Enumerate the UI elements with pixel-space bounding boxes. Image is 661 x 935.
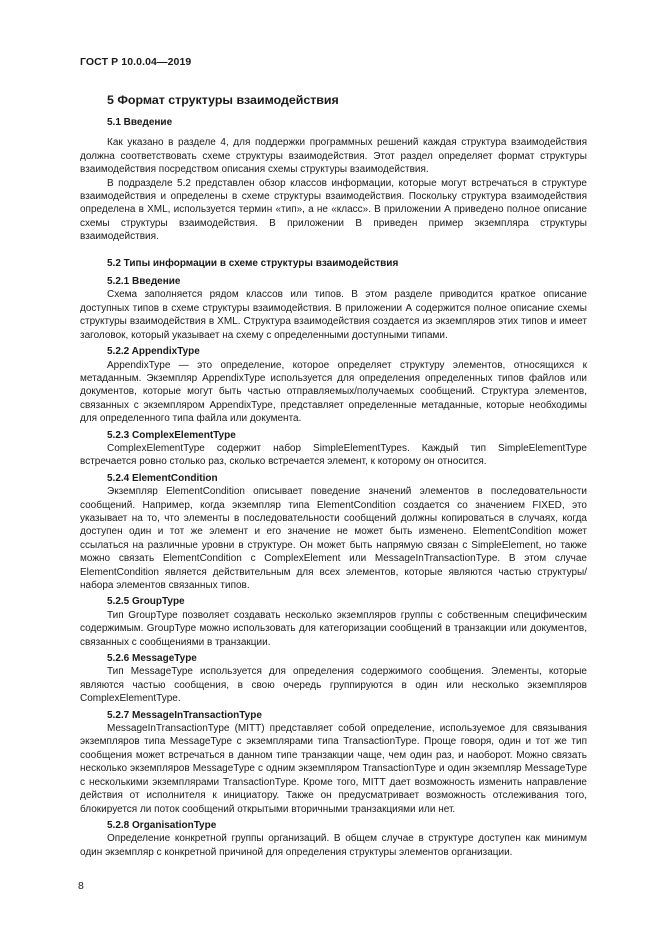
- paragraph: Схема заполняется рядом классов или типов. В этом разделе приводится краткое описание доступных типов в схеме структуры взаимодействия. В приложении А содержится полное описание схемы структуры взаимодействия в XML. Структура взаимодействия создается из экземпляров этих типов и имеет заголовок, который указывает на схему с определенными доступными типами.: [80, 289, 587, 341]
- clause-title-5-2-7: 5.2.7 MessageInTransactionType: [107, 709, 262, 721]
- paragraph: В подразделе 5.2 представлен обзор классов информации, которые могут встречаться в структуре взаимодействия и определены в схеме структуры взаимодействия. Поскольку структура взаимодействия определена в XML, используется термин «тип», а не «класс». В приложении А приведено полное описание схемы структуры взаимодействия. В приложении В приведен пример экземпляра структуры взаимодействия.: [80, 177, 587, 243]
- section-title: 5 Формат структуры взаимодействия: [107, 93, 339, 107]
- paragraph: ComplexElementType содержит набор SimpleElementTypes. Каждый тип SimpleElementType встречается ровно столько раз, сколько встречается элемент, к которому он относится.: [80, 442, 587, 468]
- paragraph: Тип GroupType позволяет создавать несколько экземпляров группы с собственным специфическим содержимым. GroupType можно использовать для категоризации сообщений в транзакции или документов, связанных с сообщениями в транзакции.: [80, 609, 587, 648]
- document-header: ГОСТ Р 10.0.04—2019: [80, 56, 192, 68]
- subsection-title-5-1: 5.1 Введение: [107, 117, 173, 128]
- page-number: 8: [78, 880, 84, 892]
- paragraph: Определение конкретной группы организаций. В общем случае в структуре доступен как минимум один экземпляр с конкретной причиной для определения структуры элементов организации.: [80, 833, 587, 858]
- clause-title-5-2-8: 5.2.8 OrganisationType: [107, 819, 217, 831]
- clause-title-5-2-3: 5.2.3 ComplexElementType: [107, 429, 236, 441]
- paragraph: MessageInTransactionType (MITT) представляет собой определение, используемое для связывания экземпляров типа MessageType с экземплярами типа TransactionType. Проще говоря, один и тот же тип сообщения может встречаться в данном типе транзакции чаще, чем один раз, и наоборот. Можно связать несколько экземпляров MessageType с одним экземпляром TransactionType и один экземпляр MessageType с несколькими экземплярами TransactionType. Кроме того, MITT дает возможность изменить направление действия от исполнителя к инициатору. Также он предусматривает возможность отслеживания того, блокируется ли поток сообщений открытыми вторичными транзакциями или нет.: [80, 723, 587, 815]
- page-content: [80, 92, 587, 859]
- paragraph: Экземпляр ElementCondition описывает поведение значений элементов в последовательности сообщений. Например, когда экземпляр типа ElementCondition создается со значением FIXED, это указывает на то, что элементы в последовательности сообщений должны копироваться в случаях, когда доступен один и тот же элемент и его значение не может быть изменено. ElementCondition может ссылаться на различные уровни в структуре. Он может быть напрямую связан с SimpleElement, но также можно связать ElementCondition с ComplexElement или MessageInTransactionType. В этом случае ElementCondition является действительным для всех элементов, которые являются частью структуры/набора элементов связанных типов.: [80, 486, 587, 591]
- clause-title-5-2-5: 5.2.5 GroupType: [107, 596, 185, 608]
- paragraph: Как указано в разделе 4, для поддержки программных решений каждая структура взаимодействия должна соответствовать схеме структуры взаимодействия. Этот раздел определяет формат структуры взаимодействия посредством описания схемы структуры взаимодействия.: [80, 137, 587, 176]
- subsection-title-5-2: 5.2 Типы информации в схеме структуры взаимодействия: [107, 257, 399, 269]
- clause-title-5-2-4: 5.2.4 ElementCondition: [107, 472, 218, 484]
- paragraph: Тип MessageType используется для определения содержимого сообщения. Элементы, которые являются частью сообщения, в свою очередь группируются в один или несколько экземпляров ComplexElementType.: [80, 666, 587, 705]
- clause-title-5-2-2: 5.2.2 AppendixType: [107, 346, 200, 358]
- paragraph: AppendixType — это определение, которое определяет структуру элементов, относящихся к метаданным. Экземпляр AppendixType используется для определения определенных типов файлов или документов, которые могут быть частью отправляемых/получаемых сообщений. Структура элементов, связанных с экземпляром AppendixType, представляет определенные метаданные, которые необходимы для определенного типа файла или документа.: [80, 359, 587, 425]
- clause-title-5-2-6: 5.2.6 MessageType: [107, 653, 197, 665]
- clause-title-5-2-1: 5.2.1 Введение: [107, 276, 181, 288]
